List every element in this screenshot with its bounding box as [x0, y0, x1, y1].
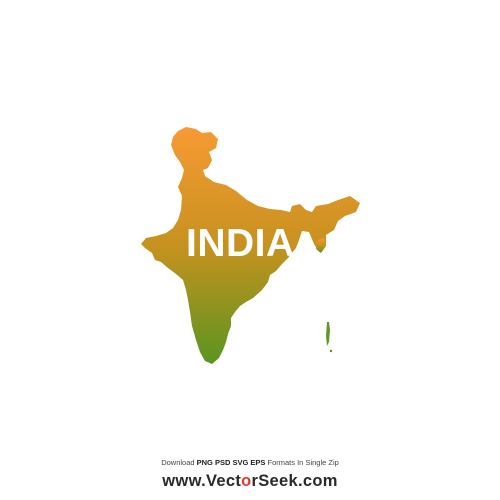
site-url-suffix: rSeek.com: [251, 472, 338, 490]
footer: [0, 458, 500, 491]
site-url-prefix: www.Vect: [162, 472, 242, 490]
site-url[interactable]: [0, 471, 500, 491]
download-formats: PNG PSD SVG EPS: [196, 458, 266, 467]
map-title: INDIA: [186, 222, 295, 265]
download-prefix: Download: [161, 458, 195, 467]
nicobar-island: [330, 350, 332, 352]
site-url-accent: o: [241, 472, 252, 490]
andaman-islands: [326, 322, 330, 346]
download-caption: [0, 458, 500, 468]
download-suffix: Formats In Single Zip: [267, 458, 339, 467]
